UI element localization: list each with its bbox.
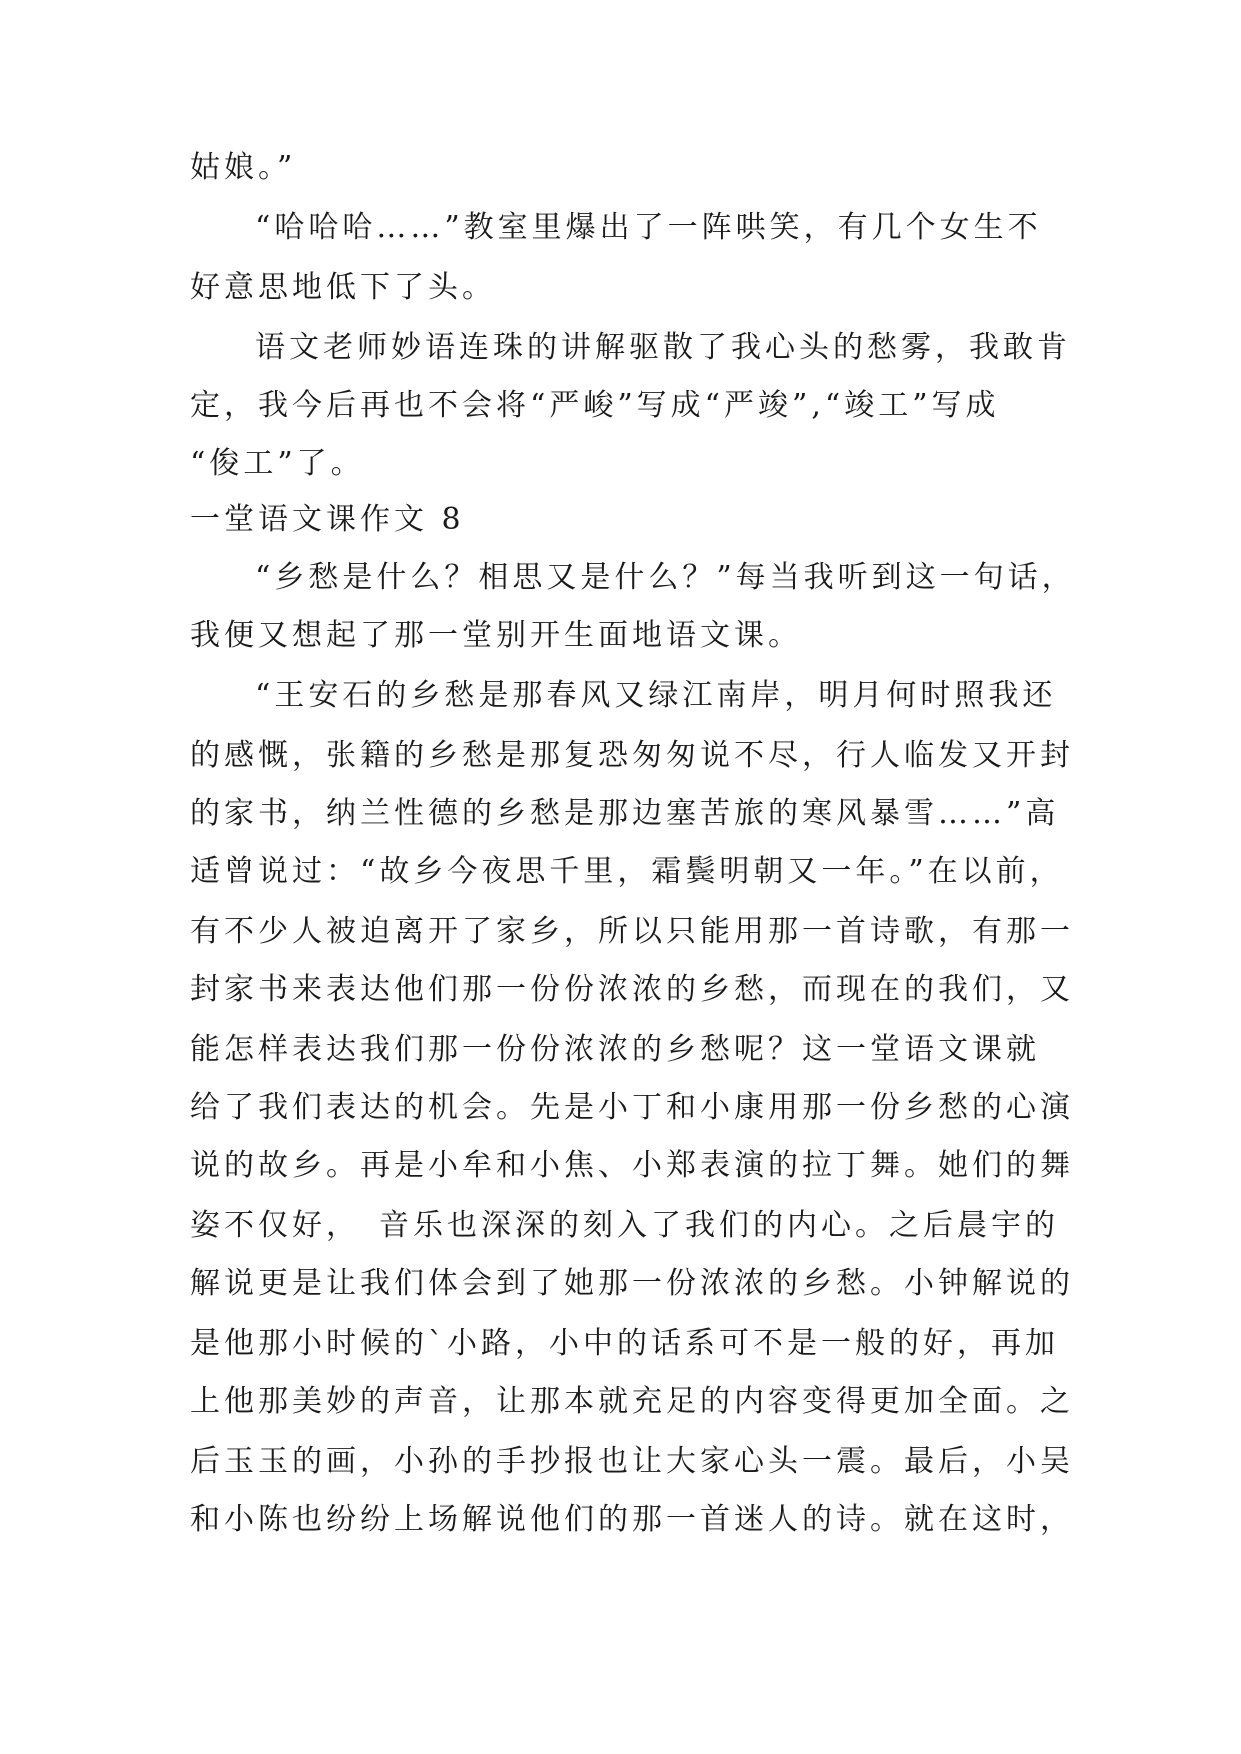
text-line: 的家书，纳兰性德的乡愁是那边塞苦旅的寒风暴雪……”高 xyxy=(190,796,1060,831)
text-line: 给了我们表达的机会。先是小丁和小康用那一份乡愁的心演 xyxy=(190,1090,1074,1125)
text-line: “哈哈哈……”教室里爆出了一阵哄笑，有几个女生不 xyxy=(255,210,1042,245)
text-line: 后玉玉的画，小孙的手抄报也让大家心头一震。最后，小吴 xyxy=(190,1444,1074,1479)
text-line: 好意思地低下了头。 xyxy=(190,270,496,305)
text-line: 适曾说过：“故乡今夜思千里，霜鬓明朝又一年。”在以前， xyxy=(190,854,1064,889)
text-line: “俊工”了。 xyxy=(190,446,365,481)
text-line: 姿不仅好， 音乐也深深的刻入了我们的内心。之后晨宇的 xyxy=(190,1208,1059,1243)
text-line: 解说更是让我们体会到了她那一份浓浓的乡愁。小钟解说的 xyxy=(190,1266,1074,1301)
section-heading: 一堂语文课作文 8 xyxy=(190,502,465,537)
text-line: 封家书来表达他们那一份份浓浓的乡愁，而现在的我们，又 xyxy=(190,972,1074,1007)
text-line: 语文老师妙语连珠的讲解驱散了我心头的愁雾，我敢肯 xyxy=(255,330,1071,365)
text-line: 有不少人被迫离开了家乡，所以只能用那一首诗歌，有那一 xyxy=(190,914,1074,949)
text-line: 定，我今后再也不会将“严峻”写成“严竣”,“竣工”写成 xyxy=(190,388,1000,423)
text-line: 姑娘。” xyxy=(190,150,297,185)
text-line: 是他那小时候的`小路，小中的话系可不是一般的好，再加 xyxy=(190,1326,1059,1361)
text-line: “王安石的乡愁是那春风又绿江南岸，明月何时照我还 xyxy=(255,678,1057,713)
text-line: “乡愁是什么？相思又是什么？”每当我听到这一句话， xyxy=(255,560,1076,595)
text-line: 能怎样表达我们那一份份浓浓的乡愁呢？这一堂语文课就 xyxy=(190,1032,1040,1067)
text-line: 我便又想起了那一堂别开生面地语文课。 xyxy=(190,618,802,653)
text-line: 说的故乡。再是小牟和小焦、小郑表演的拉丁舞。她们的舞 xyxy=(190,1148,1074,1183)
text-line: 的感慨，张籍的乡愁是那复恐匆匆说不尽，行人临发又开封 xyxy=(190,738,1074,773)
text-line: 和小陈也纷纷上场解说他们的那一首迷人的诗。就在这时， xyxy=(190,1502,1074,1537)
text-line: 上他那美妙的声音，让那本就充足的内容变得更加全面。之 xyxy=(190,1384,1074,1419)
